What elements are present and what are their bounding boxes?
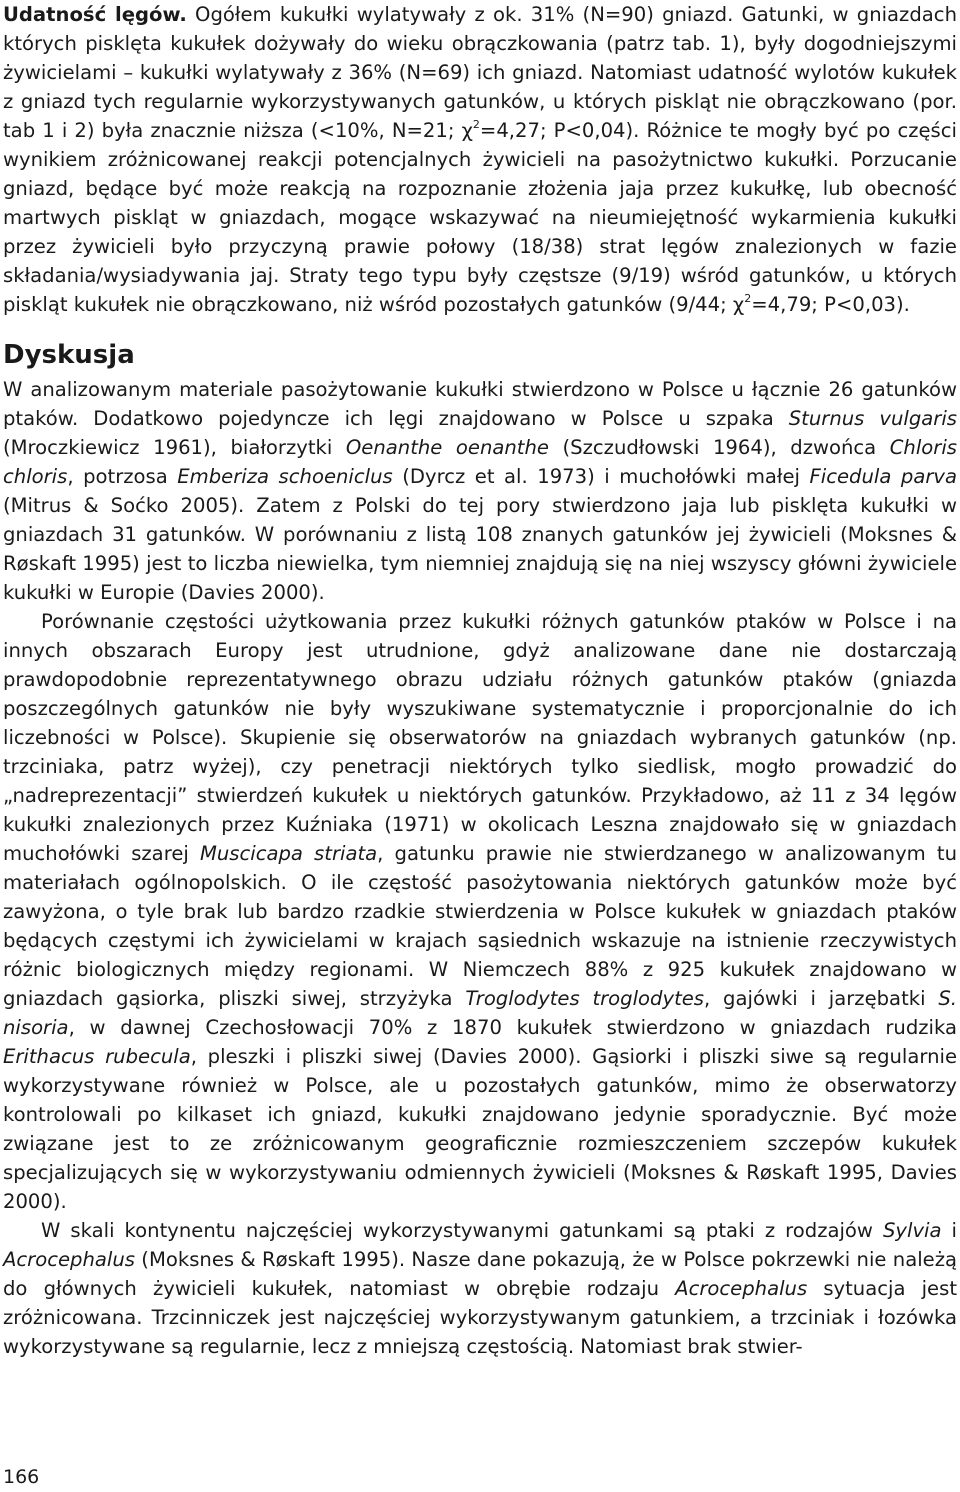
species-name: S. nisoria xyxy=(3,987,958,1039)
text-run: (Mitrus & Soćko 2005). Zatem z Polski do tej pory stwierdzono jaja lub pisklęta kukułki w gniazdach 31 gatunków. W porównaniu z listą 108 znanych gatunków jej żywicieli (Moksnes & Røskaft 1995) jest to liczba niewielka, tym niemniej znajdują się na niej wszyscy główni żywiciele kukułki w Europie (Davies 2000). xyxy=(3,494,957,604)
species-name: Ficedula parva xyxy=(809,465,957,488)
discussion-paragraph-3 xyxy=(3,1216,957,1361)
section-heading-discussion: Dyskusja xyxy=(3,340,135,370)
species-name: Muscicapa striata xyxy=(199,842,378,865)
text-run: W skali kontynentu najczęściej wykorzystywanymi gatunkami są ptaki z rodzajów xyxy=(41,1219,883,1242)
genus-name: Acrocephalus xyxy=(675,1277,808,1300)
genus-name: Sylvia xyxy=(882,1219,942,1242)
genus-name: Acrocephalus xyxy=(3,1248,135,1271)
discussion-paragraph-2 xyxy=(3,607,957,1216)
text-run: (Mroczkiewicz 1961), białorzytki xyxy=(3,436,346,459)
text-run: , gajówki i jarzębatki xyxy=(704,987,939,1010)
page-content xyxy=(3,0,957,1361)
page-number: 166 xyxy=(3,1466,40,1488)
text-run: (Szczudłowski 1964), dzwońca xyxy=(548,436,890,459)
discussion-paragraph-1 xyxy=(3,375,957,607)
text-run: , potrzosa xyxy=(67,465,178,488)
run-in-heading: Udatność lęgów. xyxy=(3,3,187,26)
species-name: Oenanthe oenanthe xyxy=(345,436,549,459)
species-name: Troglodytes troglodytes xyxy=(465,987,705,1010)
text-run: =4,27; P<0,04). Różnice te mogły być po części wynikiem zróżnicowanej reakcji potencjalnych żywicieli na pasożytnictwo kukułki. Porzucanie gniazd, będące być może reakcją na rozpoznanie złożenia jaja przez kukułkę, lub obecność martwych piskląt w gniazdach, mogące wskazywać na nieumiejętność wykarmienia kukułki przez żywicieli było przyczyną prawie połowy (18/38) strat lęgów znalezionych w fazie składania/wysiadywania jaj. Straty tego typu były częstsze (9/19) wśród gatunków, u których piskląt kukułek nie obrączkowano, niż wśród pozostałych gatunków (9/44; χ xyxy=(3,119,957,316)
text-run: sytuacja jest zróżnicowana. Trzcinniczek jest najczęściej wykorzystywanym gatunkiem, a trzciniak i łozówka wykorzystywane są regularnie, lecz z mniejszą częstością. Natomiast brak stwier- xyxy=(3,1277,957,1358)
text-run: (Moksnes & Røskaft 1995). Nasze dane pokazują, że w Polsce pokrzewki nie należą do głównych żywicieli kukułek, natomiast w obrębie rodzaju xyxy=(3,1248,957,1300)
text-run: Ogółem kukułki wylatywały z ok. 31% (N=90) gniazd. Gatunki, w gniazdach których pisklęta kukułek dożywały do wieku obrączkowania (patrz tab. 1), były dogodniejszymi żywicielami – kukułki wylatywały z 36% (N=69) ich gniazd. Natomiast udatność wylotów kukułek z gniazd tych regularnie wykorzystywanych gatunków, u których piskląt nie obrączkowano (por. tab 1 i 2) była znacznie niższa (<10%, N=21; χ xyxy=(3,3,957,142)
superscript: 2 xyxy=(744,292,752,305)
text-run: (Dyrcz et al. 1973) i muchołówki małej xyxy=(392,465,810,488)
text-run: , pleszki i pliszki siwej (Davies 2000). Gąsiorki i pliszki siwe są regularnie wykorzystywane również w Polsce, ale u pozostałych gatunków, mimo że obserwatorzy kontrolowali po kilkaset ich gniazd, kukułki znajdowano jedynie sporadycznie. Być może związane jest to ze zróżnicowanym geograficznie rozmieszczeniem szczepów kukułek specjalizujących się w wykorzystywaniu odmiennych żywicieli (Moksnes & Røskaft 1995, Davies 2000). xyxy=(3,1045,958,1213)
text-run: Porównanie częstości użytkowania przez kukułki różnych gatunków ptaków w Polsce i na innych obszarach Europy jest utrudnione, gdyż analizowane dane nie dostarczają prawdopodobnie reprezentatywnego obrazu udziału różnych gatunków ptaków (gniazda poszczególnych gatunków nie były wyszukiwane systematycznie i proporcjonalnie do ich liczebności w Polsce). Skupienie się obserwatorów na gniazdach wybranych gatunków (np. trzciniaka, patrz wyżej), czy penetracji niektórych tylko siedlisk, mogło prowadzić do „nadreprezentacji” stwierdzeń kukułek u niektórych gatunków. Przykładowo, aż 11 z 34 lęgów kukułki znalezionych przez Kuźniaka (1971) w okolicach Leszna znajdowało się w gniazdach muchołówki szarej xyxy=(3,610,957,865)
superscript: 2 xyxy=(472,118,480,131)
text-run: i xyxy=(941,1219,957,1242)
text-run: =4,79; P<0,03). xyxy=(751,293,910,316)
text-run: W analizowanym materiale pasożytowanie kukułki stwierdzono w Polsce u łącznie 26 gatunków ptaków. Dodatkowo pojedyncze ich lęgi znajdowano w Polsce u szpaka xyxy=(3,378,957,430)
species-name: Sturnus vulgaris xyxy=(788,407,957,430)
text-run: , w dawnej Czechosłowacji 70% z 1870 kukułek stwierdzono w gniazdach rudzika xyxy=(68,1016,957,1039)
text-run: , gatunku prawie nie stwierdzanego w analizowanym tu materiałach ogólnopolskich. O ile częstość pasożytowania niektórych gatunków może być zawyżona, o tyle brak lub bardzo rzadkie stwierdzenia w Polsce kukułek w gniazdach ptaków będących częstymi ich żywicielami w krajach sąsiednich wskazuje na istnienie rzeczywistych różnic biologicznych między regionami. W Niemczech 88% z 925 kukułek znajdowano w gniazdach gąsiorka, pliszki siwej, strzyżyka xyxy=(3,842,957,1010)
species-name: Emberiza schoeniclus xyxy=(177,465,393,488)
results-paragraph xyxy=(3,0,957,319)
species-name: Chloris chloris xyxy=(3,436,957,488)
species-name: Erithacus rubecula xyxy=(3,1045,191,1068)
